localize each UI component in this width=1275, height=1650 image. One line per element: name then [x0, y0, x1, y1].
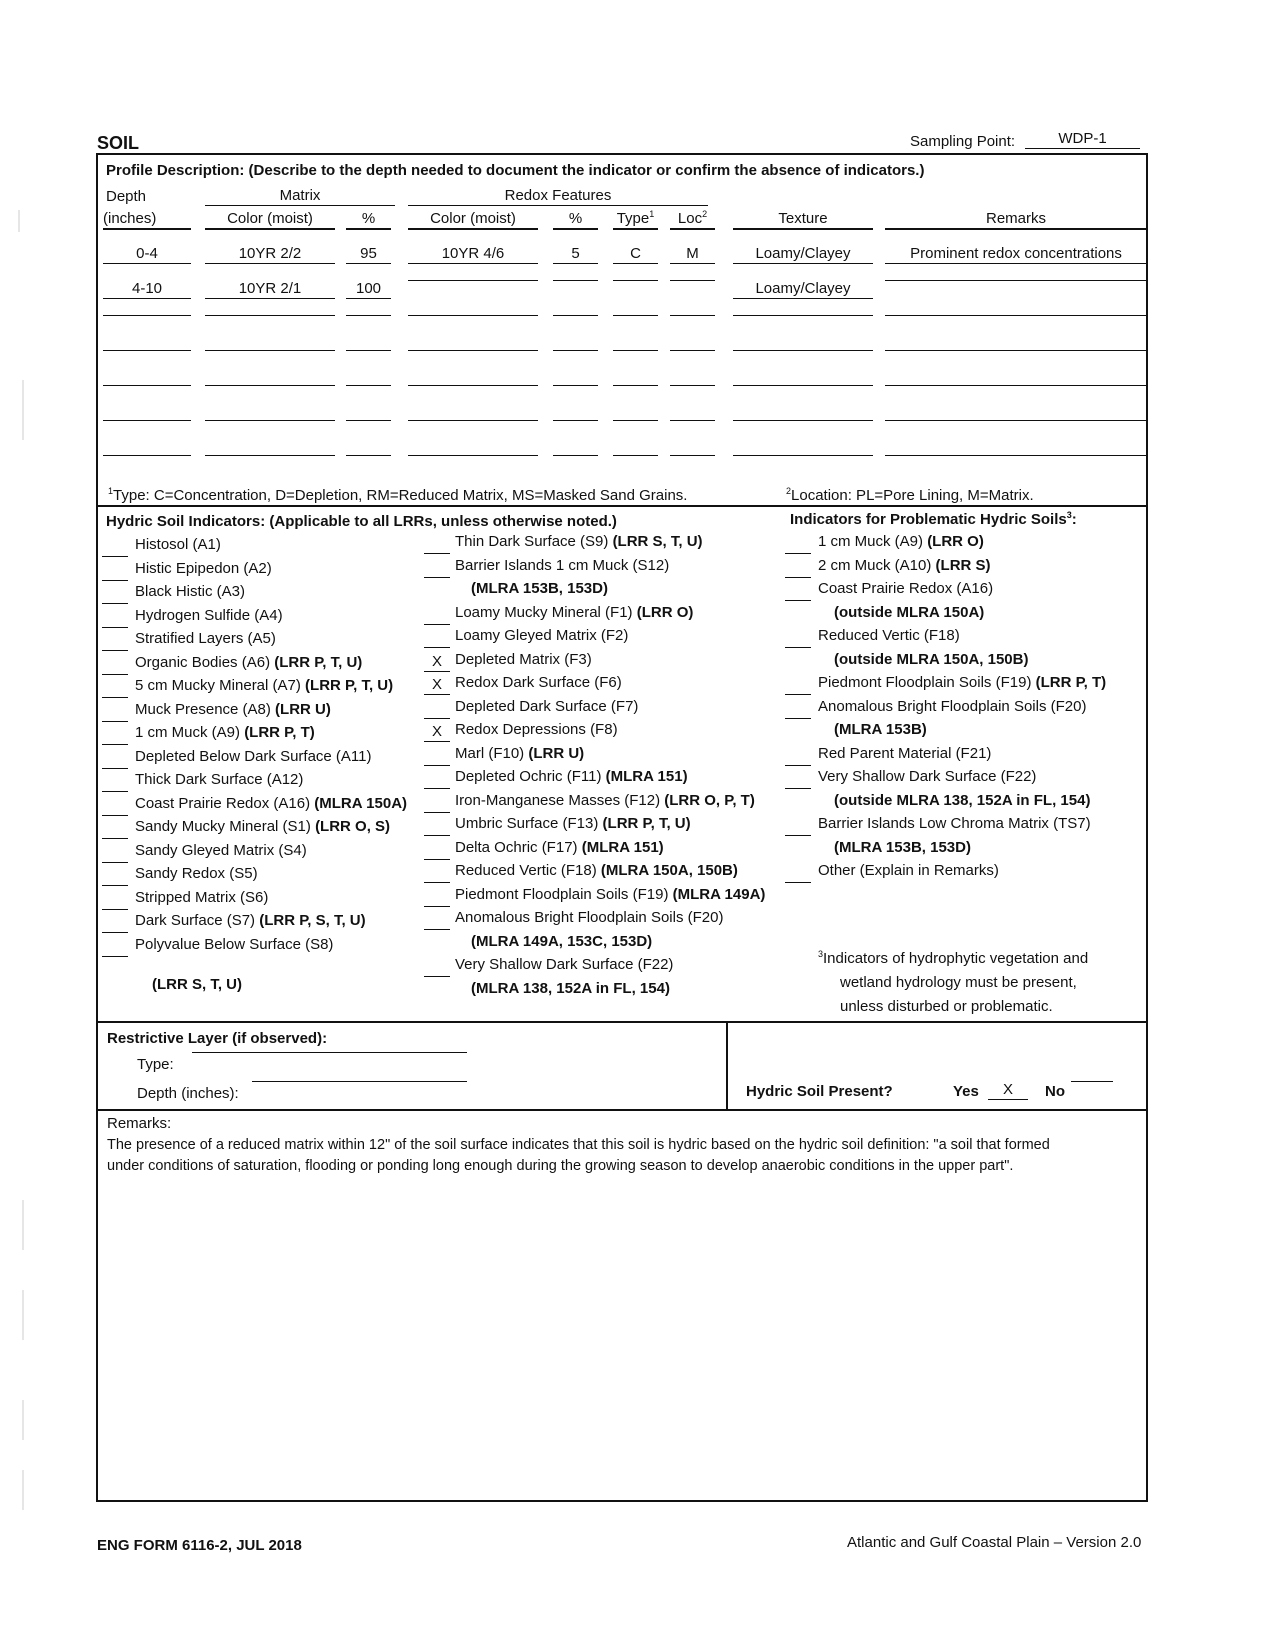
profile-row-2-redox-pct[interactable]	[553, 280, 598, 281]
col3-indicator-1	[818, 533, 984, 551]
indicator-region: (MLRA 153B)	[834, 721, 927, 738]
indicator-region: (MLRA 151)	[581, 838, 664, 856]
col2-indicator-20	[471, 980, 670, 998]
indicator-label: Barrier Islands 1 cm Muck (S12)	[455, 556, 670, 574]
profile-row-1-matrix-color[interactable]: 10YR 2/2	[205, 245, 335, 264]
group-matrix-label: Matrix	[205, 187, 395, 206]
indicator-region: (LRR O, S)	[315, 818, 391, 835]
indicator-label: Stratified Layers (A5)	[135, 630, 276, 647]
profile-row-7-redox-pct[interactable]	[553, 455, 598, 456]
profile-row-7-redox-type[interactable]	[613, 455, 658, 456]
profile-row-7-depth[interactable]	[103, 455, 191, 456]
footer-form-id: ENG FORM 6116-2, JUL 2018	[97, 1537, 302, 1554]
col3-indicator-13	[818, 815, 1091, 833]
profile-row-6-texture[interactable]	[733, 420, 873, 421]
indicator-region: (LRR O)	[927, 533, 984, 550]
col2-checkbox-13[interactable]	[424, 817, 450, 836]
col1-indicator-10	[135, 748, 372, 766]
col2-indicator-6	[455, 651, 592, 669]
divider	[96, 1109, 1148, 1111]
profile-row-6-redox-pct[interactable]	[553, 420, 598, 421]
indicator-label: Reduced Vertic (F18)	[818, 627, 960, 644]
col1-indicator-7	[135, 677, 393, 695]
profile-row-4-depth[interactable]	[103, 350, 191, 351]
indicator-label: Anomalous Bright Floodplain Soils (F20)	[818, 697, 1087, 715]
col1-checkbox-8[interactable]	[102, 703, 128, 722]
col3-checkbox-3[interactable]	[785, 582, 811, 601]
col1-checkbox-9[interactable]	[102, 726, 128, 745]
indicator-region: (LRR P, S, T, U)	[259, 912, 366, 929]
col1-indicator-12	[135, 795, 407, 813]
indicator-region: (outside MLRA 150A, 150B)	[834, 650, 1029, 668]
profile-row-2-remarks[interactable]	[885, 280, 1147, 281]
restrictive-type-field[interactable]	[192, 1052, 467, 1053]
col1-indicator-6	[135, 654, 362, 672]
indicator-region: (LRR S)	[935, 556, 991, 574]
indicator-region: (MLRA 151)	[605, 768, 688, 785]
col-color-redox: Color (moist)	[408, 210, 538, 230]
indicator-label: 1 cm Muck (A9)	[818, 533, 928, 550]
profile-row-4-texture[interactable]	[733, 350, 873, 351]
profile-row-2-redox-type[interactable]	[613, 280, 658, 281]
col1-indicator-16	[135, 889, 268, 907]
note-line-1: Indicators of hydrophytic vegetation and	[823, 950, 1089, 967]
profile-row-5-depth[interactable]	[103, 385, 191, 386]
profile-row-7-matrix-pct[interactable]	[346, 455, 391, 456]
col2-checkbox-1[interactable]	[424, 535, 450, 554]
indicator-label: Sandy Gleyed Matrix (S4)	[135, 841, 307, 859]
col1-indicator-17	[135, 912, 366, 930]
col2-checkbox-12[interactable]	[424, 794, 450, 813]
indicator-label: Organic Bodies (A6)	[135, 653, 275, 671]
col1-indicator-9	[135, 724, 315, 742]
col1-tail: (LRR S, T, U)	[152, 976, 242, 993]
col2-indicator-2	[455, 557, 669, 575]
remarks-label: Remarks:	[107, 1115, 172, 1132]
profile-row-4-matrix-color[interactable]	[205, 350, 335, 351]
profile-row-2-redox-color[interactable]	[408, 280, 538, 281]
col1-checkbox-14[interactable]	[102, 844, 128, 863]
indicator-label: Redox Dark Surface (F6)	[455, 674, 622, 691]
profile-row-3-remarks[interactable]	[885, 315, 1147, 316]
col2-checkbox-19[interactable]	[424, 958, 450, 977]
col-loc: Loc$^2$	[670, 210, 715, 230]
restrictive-type-label: Type:	[137, 1056, 174, 1073]
col2-indicator-18	[471, 933, 652, 951]
col1-indicator-3	[135, 583, 245, 601]
col2-indicator-4	[455, 604, 693, 622]
col-color-matrix: Color (moist)	[205, 210, 335, 230]
indicator-label: Very Shallow Dark Surface (F22)	[818, 768, 1037, 785]
sampling-point-field[interactable]: WDP-1	[1025, 130, 1140, 149]
indicator-label: Reduced Vertic (F18)	[455, 862, 601, 879]
note-line-3: unless disturbed or problematic.	[840, 998, 1053, 1015]
col1-checkbox-18[interactable]	[102, 938, 128, 957]
indicator-label: Thick Dark Surface (A12)	[135, 771, 304, 788]
col2-indicator-10	[455, 745, 584, 763]
profile-row-4-redox-type[interactable]	[613, 350, 658, 351]
indicator-label: Coast Prairie Redox (A16)	[135, 794, 315, 812]
col2-checkbox-4[interactable]	[424, 606, 450, 625]
col2-checkbox-11[interactable]	[424, 770, 450, 789]
profile-row-1-redox-pct[interactable]: 5	[553, 245, 598, 264]
col1-indicator-5	[135, 630, 276, 648]
indicator-label: Thin Dark Surface (S9)	[455, 533, 613, 550]
profile-row-5-texture[interactable]	[733, 385, 873, 386]
col1-indicator-13	[135, 818, 390, 836]
profile-row-6-redox-color[interactable]	[408, 420, 538, 421]
col1-checkbox-11[interactable]	[102, 773, 128, 792]
footer-version: Atlantic and Gulf Coastal Plain – Version 2.0	[847, 1534, 1142, 1551]
col2-indicator-11	[455, 768, 688, 786]
profile-row-1-redox-type[interactable]: C	[613, 245, 658, 264]
profile-row-6-matrix-color[interactable]	[205, 420, 335, 421]
hydric-present-label: Hydric Soil Present?	[746, 1083, 893, 1100]
col2-checkbox-5[interactable]	[424, 629, 450, 648]
remarks-line-2: under conditions of saturation, flooding or ponding long enough during the growing season to develop anaerobic conditions in the upper part".	[107, 1158, 1014, 1174]
col3-indicator-4	[834, 604, 984, 622]
col2-indicator-1	[455, 533, 703, 551]
problematic-heading: Indicators for Problematic Hydric Soils$^3$:	[790, 510, 1077, 528]
col1-checkbox-5[interactable]	[102, 632, 128, 651]
col3-checkbox-11[interactable]	[785, 770, 811, 789]
profile-row-4-redox-color[interactable]	[408, 350, 538, 351]
col2-indicator-8	[455, 698, 638, 716]
indicator-label: Polyvalue Below Surface (S8)	[135, 935, 334, 953]
col-loc-text: Loc	[677, 210, 703, 227]
indicator-label: Marl (F10)	[455, 744, 529, 762]
profile-row-5-redox-color[interactable]	[408, 385, 538, 386]
col1-indicator-18	[135, 936, 333, 954]
indicator-label: Stripped Matrix (S6)	[135, 888, 269, 906]
indicator-label: Depleted Matrix (F3)	[455, 650, 592, 668]
col1-indicator-1	[135, 536, 221, 554]
col3-checkbox-15[interactable]	[785, 864, 811, 883]
indicator-label: Hydrogen Sulfide (A4)	[135, 606, 283, 624]
col2-indicator-9	[455, 721, 618, 739]
col1-checkbox-2[interactable]	[102, 562, 128, 581]
footnote-type-text: Type: C=Concentration, D=Depletion, RM=Reduced Matrix, MS=Masked Sand Grains.	[113, 487, 688, 504]
indicator-region: (MLRA 149A, 153C, 153D)	[471, 932, 653, 950]
yes-field[interactable]: X	[988, 1081, 1028, 1100]
col2-indicator-5	[455, 627, 628, 645]
divider	[96, 505, 1148, 507]
restrictive-depth-field[interactable]	[252, 1081, 467, 1082]
col3-indicator-11	[818, 768, 1036, 786]
restrictive-heading: Restrictive Layer (if observed):	[107, 1030, 328, 1047]
footnote-3: $^3$Indicators of hydrophytic vegetation and	[818, 949, 1089, 967]
profile-row-6-depth[interactable]	[103, 420, 191, 421]
footnote-location-text: Location: PL=Pore Lining, M=Matrix.	[791, 487, 1034, 504]
col3-indicator-7	[818, 674, 1106, 692]
profile-row-6-remarks[interactable]	[885, 420, 1147, 421]
col3-checkbox-2[interactable]	[785, 559, 811, 578]
col3-indicator-5	[818, 627, 960, 645]
indicator-region: (LRR U)	[275, 700, 331, 718]
indicator-region: (LRR P, T, U)	[274, 653, 363, 671]
col2-indicator-19	[455, 956, 673, 974]
col1-checkbox-17[interactable]	[102, 914, 128, 933]
profile-row-1-redox-color[interactable]: 10YR 4/6	[408, 245, 538, 264]
scan-artifact	[22, 1200, 24, 1250]
col2-indicator-14	[455, 839, 664, 857]
profile-row-4-remarks[interactable]	[885, 350, 1147, 351]
indicator-region: (outside MLRA 138, 152A in FL, 154)	[834, 791, 1091, 809]
indicator-label: Anomalous Bright Floodplain Soils (F20)	[455, 909, 724, 926]
col2-checkbox-17[interactable]	[424, 911, 450, 930]
col3-indicator-15	[818, 862, 999, 880]
indicator-label: 5 cm Mucky Mineral (A7)	[135, 677, 306, 694]
indicator-label: Depleted Below Dark Surface (A11)	[135, 747, 372, 765]
profile-row-1-matrix-pct[interactable]: 95	[346, 245, 391, 264]
col2-checkbox-9[interactable]: X	[424, 723, 450, 742]
indicator-label: Other (Explain in Remarks)	[818, 862, 999, 879]
col-pct-matrix: %	[346, 210, 391, 230]
profile-heading	[106, 162, 924, 180]
footnote-location: $^2$Location: PL=Pore Lining, M=Matrix.	[786, 486, 1034, 504]
profile-row-6-matrix-pct[interactable]	[346, 420, 391, 421]
indicator-label: Delta Ochric (F17)	[455, 838, 582, 856]
indicator-label: Piedmont Floodplain Soils (F19)	[818, 674, 1036, 691]
col2-checkbox-2[interactable]	[424, 559, 450, 578]
col1-indicator-4	[135, 607, 283, 625]
profile-row-3-matrix-color[interactable]	[205, 315, 335, 316]
col2-checkbox-7[interactable]: X	[424, 676, 450, 695]
indicator-label: Depleted Ochric (F11)	[455, 768, 606, 785]
yes-label: Yes	[953, 1083, 979, 1100]
profile-row-7-matrix-color[interactable]	[205, 455, 335, 456]
profile-row-5-matrix-color[interactable]	[205, 385, 335, 386]
indicator-label: 1 cm Muck (A9)	[135, 724, 245, 741]
col1-indicator-11	[135, 771, 303, 789]
scan-artifact	[22, 1400, 24, 1440]
profile-row-3-matrix-pct[interactable]	[346, 315, 391, 316]
col3-checkbox-10[interactable]	[785, 747, 811, 766]
indicator-region: (LRR P, T)	[244, 724, 315, 741]
indicator-region: (MLRA 153B, 153D)	[471, 580, 608, 597]
no-label: No	[1045, 1083, 1065, 1100]
indicator-region: (MLRA 149A)	[672, 885, 766, 903]
col1-checkbox-13[interactable]	[102, 820, 128, 839]
profile-row-3-redox-pct[interactable]	[553, 315, 598, 316]
scan-artifact	[22, 1470, 24, 1510]
profile-row-5-matrix-pct[interactable]	[346, 385, 391, 386]
col3-indicator-2	[818, 557, 991, 575]
col2-indicator-3	[471, 580, 608, 598]
col1-indicator-15	[135, 865, 258, 883]
profile-row-5-redox-pct[interactable]	[553, 385, 598, 386]
col3-indicator-3	[818, 580, 993, 598]
profile-row-7-texture[interactable]	[733, 455, 873, 456]
indicator-label: Coast Prairie Redox (A16)	[818, 580, 994, 597]
divider	[726, 1021, 728, 1109]
col-texture: Texture	[733, 210, 873, 230]
col3-checkbox-13[interactable]	[785, 817, 811, 836]
indicator-label: Redox Depressions (F8)	[455, 721, 618, 738]
col1-checkbox-1[interactable]	[102, 538, 128, 557]
col2-checkbox-14[interactable]	[424, 841, 450, 860]
profile-row-5-redox-type[interactable]	[613, 385, 658, 386]
problematic-heading-text: Indicators for Problematic Hydric Soils	[790, 511, 1067, 528]
profile-row-3-depth[interactable]	[103, 315, 191, 316]
indicator-label: Black Histic (A3)	[135, 583, 246, 600]
col1-checkbox-16[interactable]	[102, 891, 128, 910]
indicator-label: Piedmont Floodplain Soils (F19)	[455, 885, 673, 903]
profile-row-1-remarks[interactable]: Prominent redox concentrations	[885, 245, 1147, 264]
col2-indicator-12	[455, 792, 755, 810]
col2-checkbox-8[interactable]	[424, 700, 450, 719]
indicator-region: (LRR S, T, U)	[612, 533, 703, 550]
col3-checkbox-5[interactable]	[785, 629, 811, 648]
profile-row-4-redox-loc[interactable]	[670, 350, 715, 351]
col-type-text: Type	[616, 210, 650, 227]
indicator-label: Barrier Islands Low Chroma Matrix (TS7)	[818, 815, 1091, 832]
col1-checkbox-4[interactable]	[102, 609, 128, 628]
col3-checkbox-1[interactable]	[785, 535, 811, 554]
profile-row-5-remarks[interactable]	[885, 385, 1147, 386]
indicator-label: Dark Surface (S7)	[135, 912, 260, 929]
col-type: Type$^1$	[613, 210, 658, 230]
profile-row-3-redox-color[interactable]	[408, 315, 538, 316]
indicator-label: Histic Epipedon (A2)	[135, 559, 272, 577]
indicator-label: Loamy Mucky Mineral (F1)	[455, 603, 637, 621]
indicator-label: Histosol (A1)	[135, 536, 221, 553]
col-depth-label: Depth	[106, 188, 147, 205]
indicator-region: (LRR U)	[528, 744, 585, 762]
profile-row-3-redox-type[interactable]	[613, 315, 658, 316]
col3-checkbox-7[interactable]	[785, 676, 811, 695]
profile-row-6-redox-type[interactable]	[613, 420, 658, 421]
indicator-region: (MLRA 150A)	[314, 794, 408, 812]
col2-checkbox-16[interactable]	[424, 888, 450, 907]
indicator-region: (MLRA 153B, 153D)	[834, 838, 971, 856]
indicator-region: (MLRA 150A, 150B)	[600, 862, 738, 879]
profile-row-5-redox-loc[interactable]	[670, 385, 715, 386]
profile-heading-bold: Profile Description:	[106, 162, 245, 179]
col1-checkbox-12[interactable]	[102, 797, 128, 816]
col1-checkbox-15[interactable]	[102, 867, 128, 886]
sampling-point-label: Sampling Point:	[910, 133, 1016, 150]
col3-checkbox-8[interactable]	[785, 700, 811, 719]
indicator-region: (LRR P, T)	[1035, 674, 1107, 691]
note-line-2: wetland hydrology must be present,	[840, 974, 1077, 991]
col2-checkbox-10[interactable]	[424, 747, 450, 766]
col2-indicator-17	[455, 909, 723, 927]
indicator-region: (MLRA 138, 152A in FL, 154)	[471, 979, 670, 997]
profile-row-1-depth[interactable]: 0-4	[103, 245, 191, 264]
indicator-label: Very Shallow Dark Surface (F22)	[455, 956, 674, 973]
col3-indicator-14	[834, 839, 971, 857]
profile-row-1-redox-loc[interactable]: M	[670, 245, 715, 264]
indicator-label: Depleted Dark Surface (F7)	[455, 697, 639, 715]
indicator-label: Umbric Surface (F13)	[455, 815, 603, 832]
profile-row-4-matrix-pct[interactable]	[346, 350, 391, 351]
col3-indicator-12	[834, 792, 1090, 810]
profile-row-2-redox-loc[interactable]	[670, 280, 715, 281]
col-remarks: Remarks	[885, 210, 1147, 230]
footnote-type: $^1$Type: C=Concentration, D=Depletion, RM=Reduced Matrix, MS=Masked Sand Grains.	[108, 486, 688, 504]
col2-indicator-7	[455, 674, 622, 692]
profile-row-2-matrix-pct[interactable]: 100	[346, 280, 391, 299]
col1-checkbox-10[interactable]	[102, 750, 128, 769]
indicator-label: Sandy Mucky Mineral (S1)	[135, 818, 316, 835]
profile-row-2-texture[interactable]: Loamy/Clayey	[733, 280, 873, 299]
hydric-heading: Hydric Soil Indicators: (Applicable to all LRRs, unless otherwise noted.)	[106, 513, 617, 530]
no-field[interactable]	[1071, 1081, 1113, 1082]
col1-indicator-2	[135, 560, 272, 578]
divider	[96, 1021, 1148, 1023]
remarks-line-1: The presence of a reduced matrix within 12" of the soil surface indicates that this soil is hydric based on the hydric soil definition: "a soil that formed	[107, 1137, 1050, 1153]
profile-row-7-redox-color[interactable]	[408, 455, 538, 456]
indicator-label: Red Parent Material (F21)	[818, 744, 992, 762]
profile-row-6-redox-loc[interactable]	[670, 420, 715, 421]
col3-indicator-6	[834, 651, 1028, 669]
col1-indicator-8	[135, 701, 331, 719]
indicator-label: 2 cm Muck (A10)	[818, 556, 936, 574]
col1-checkbox-7[interactable]	[102, 679, 128, 698]
indicator-region: (LRR P, T, U)	[305, 677, 394, 694]
profile-row-3-redox-loc[interactable]	[670, 315, 715, 316]
col-depth-unit: (inches)	[103, 210, 191, 230]
indicator-label: Loamy Gleyed Matrix (F2)	[455, 627, 629, 644]
profile-heading-rest: (Describe to the depth needed to document the indicator or confirm the absence of indicators.)	[248, 162, 925, 179]
scan-artifact	[18, 210, 20, 232]
col2-indicator-13	[455, 815, 691, 833]
col2-checkbox-6[interactable]: X	[424, 653, 450, 672]
col1-checkbox-3[interactable]	[102, 585, 128, 604]
restrictive-depth-label: Depth (inches):	[137, 1085, 239, 1102]
profile-row-4-redox-pct[interactable]	[553, 350, 598, 351]
profile-row-7-remarks[interactable]	[885, 455, 1147, 456]
col3-indicator-9	[834, 721, 927, 739]
col1-indicator-14	[135, 842, 307, 860]
indicator-region: (LRR O, P, T)	[664, 791, 755, 809]
scan-artifact	[22, 380, 24, 440]
col3-indicator-8	[818, 698, 1086, 716]
page-title: SOIL	[97, 133, 140, 153]
profile-row-1-texture[interactable]: Loamy/Clayey	[733, 245, 873, 264]
col1-checkbox-6[interactable]	[102, 656, 128, 675]
profile-row-2-matrix-color[interactable]: 10YR 2/1	[205, 280, 335, 299]
col2-indicator-16	[455, 886, 765, 904]
col2-indicator-15	[455, 862, 738, 880]
profile-row-7-redox-loc[interactable]	[670, 455, 715, 456]
indicator-label: Muck Presence (A8)	[135, 700, 276, 718]
indicator-label: Iron-Manganese Masses (F12)	[455, 791, 665, 809]
group-redox-label: Redox Features	[408, 187, 708, 206]
indicator-label: Sandy Redox (S5)	[135, 865, 258, 882]
indicator-region: (outside MLRA 150A)	[834, 603, 985, 621]
profile-row-3-texture[interactable]	[733, 315, 873, 316]
col3-indicator-10	[818, 745, 991, 763]
col2-checkbox-15[interactable]	[424, 864, 450, 883]
scan-artifact	[22, 1290, 24, 1340]
indicator-region: (LRR P, T, U)	[602, 815, 691, 832]
col-pct-redox: %	[553, 210, 598, 230]
indicator-region: (LRR O)	[636, 603, 694, 621]
profile-row-2-depth[interactable]: 4-10	[103, 280, 191, 299]
